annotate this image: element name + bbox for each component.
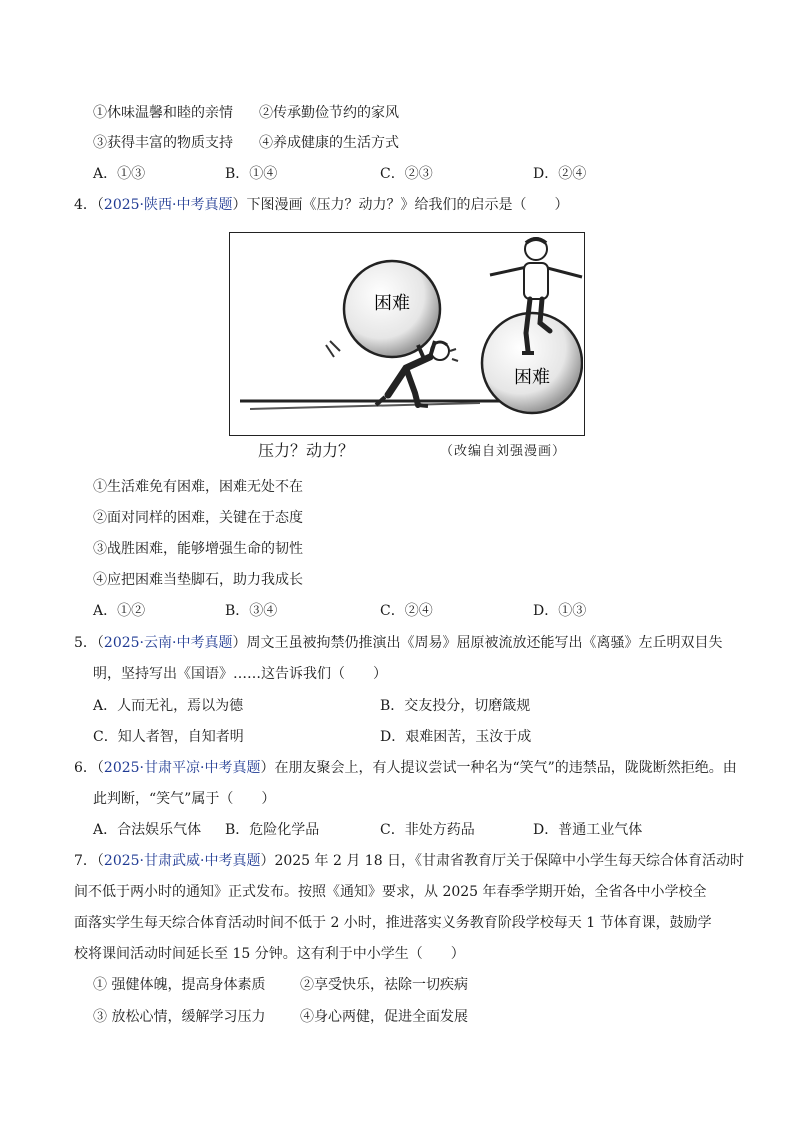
q7-stem-line-1: 7．（2025·甘肃武威·中考真题）2025 年 2 月 18 日，《甘肃省教育厅关于保障中小学生每天综合体育活动时 (74, 853, 745, 869)
q7-statement-1: ① 强健体魄，提高身体素质 (93, 977, 266, 993)
q4-statement-2: ②面对同样的困难，关键在于态度 (93, 510, 303, 526)
q6-choice-c: C．非处方药品 (380, 822, 475, 838)
q3-choice-d: D．②④ (533, 166, 587, 182)
q4-statement-3: ③战胜困难，能够增强生命的韧性 (93, 541, 303, 557)
cartoon-illustration (230, 233, 583, 434)
q3-choice-b: B．①④ (225, 166, 278, 182)
ball-label-right: 困难 (514, 367, 550, 388)
q3-statement-4: ④养成健康的生活方式 (259, 135, 399, 151)
cartoon-credit: （改编自刘强漫画） (440, 444, 567, 459)
q5-choice-b: B．交友投分，切磨箴规 (380, 698, 531, 714)
q7-source: 2025·甘肃武威·中考真题 (103, 853, 261, 869)
q6-choice-a: A．合法娱乐气体 (93, 822, 202, 838)
q5-choice-a: A．人而无礼，焉以为德 (93, 698, 244, 714)
q7-statement-2: ②享受快乐，祛除一切疾病 (300, 977, 468, 993)
q3-statement-3: ③获得丰富的物质支持 (93, 135, 233, 151)
q3-choice-a: A．①③ (93, 166, 146, 182)
q4-choice-d: D．①③ (533, 603, 587, 619)
q5-stem-line-2: 明，坚持写出《国语》……这告诉我们（ ） (93, 666, 387, 682)
q6-source: 2025·甘肃平凉·中考真题 (103, 760, 261, 776)
cartoon-caption: 压力？动力？ (258, 441, 355, 460)
q6-stem-line-1: 6．（2025·甘肃平凉·中考真题）在朋友聚会上，有人提议尝试一种名为“笑气”的违禁品，陇陇断然拒绝。由 (74, 760, 737, 776)
ball-label-left: 困难 (374, 293, 410, 314)
q3-statement-2: ②传承勤俭节约的家风 (259, 105, 399, 121)
q7-statement-4: ④身心两健，促进全面发展 (300, 1009, 468, 1025)
q7-statement-3: ③ 放松心情，缓解学习压力 (93, 1009, 266, 1025)
q6-stem-line-2: 此判断，“笑气”属于（ ） (93, 791, 276, 807)
q4-statement-1: ①生活难免有困难，困难无处不在 (93, 479, 303, 495)
q5-stem-line-1: 5．（2025·云南·中考真题）周文王虽被拘禁仍推演出《周易》屈原被流放还能写出《离骚》左丘明双目失 (74, 635, 723, 651)
q7-stem-line-2: 间不低于两小时的通知》正式发布。按照《通知》要求，从 2025 年春季学期开始，全省各中小学校全 (74, 884, 707, 900)
q5-choice-d: D．艰难困苦，玉汝于成 (380, 729, 532, 745)
q4-cartoon (229, 232, 585, 436)
q7-stem-line-4: 校将课间活动时间延长至 15 分钟。这有利于中小学生（ ） (74, 946, 465, 962)
q5-source: 2025·云南·中考真题 (103, 635, 233, 651)
q4-stem: 4．（2025·陕西·中考真题）下图漫画《压力？动力？》给我们的启示是（ ） (74, 197, 569, 213)
q3-choice-c: C．②③ (380, 166, 433, 182)
q6-choice-d: D．普通工业气体 (533, 822, 643, 838)
q4-source: 2025·陕西·中考真题 (103, 197, 233, 213)
q4-choice-a: A．①② (93, 603, 146, 619)
q6-choice-b: B．危险化学品 (225, 822, 320, 838)
q3-statement-1: ①休味温馨和睦的亲情 (93, 105, 233, 121)
q4-statement-4: ④应把困难当垫脚石，助力我成长 (93, 572, 303, 588)
q5-choice-c: C．知人者智，自知者明 (93, 729, 244, 745)
q4-choice-b: B．③④ (225, 603, 278, 619)
q4-choice-c: C．②④ (380, 603, 433, 619)
q7-stem-line-3: 面落实学生每天综合体育活动时间不低于 2 小时，推进落实义务教育阶段学校每天 1 节体育课，鼓励学 (74, 915, 712, 931)
